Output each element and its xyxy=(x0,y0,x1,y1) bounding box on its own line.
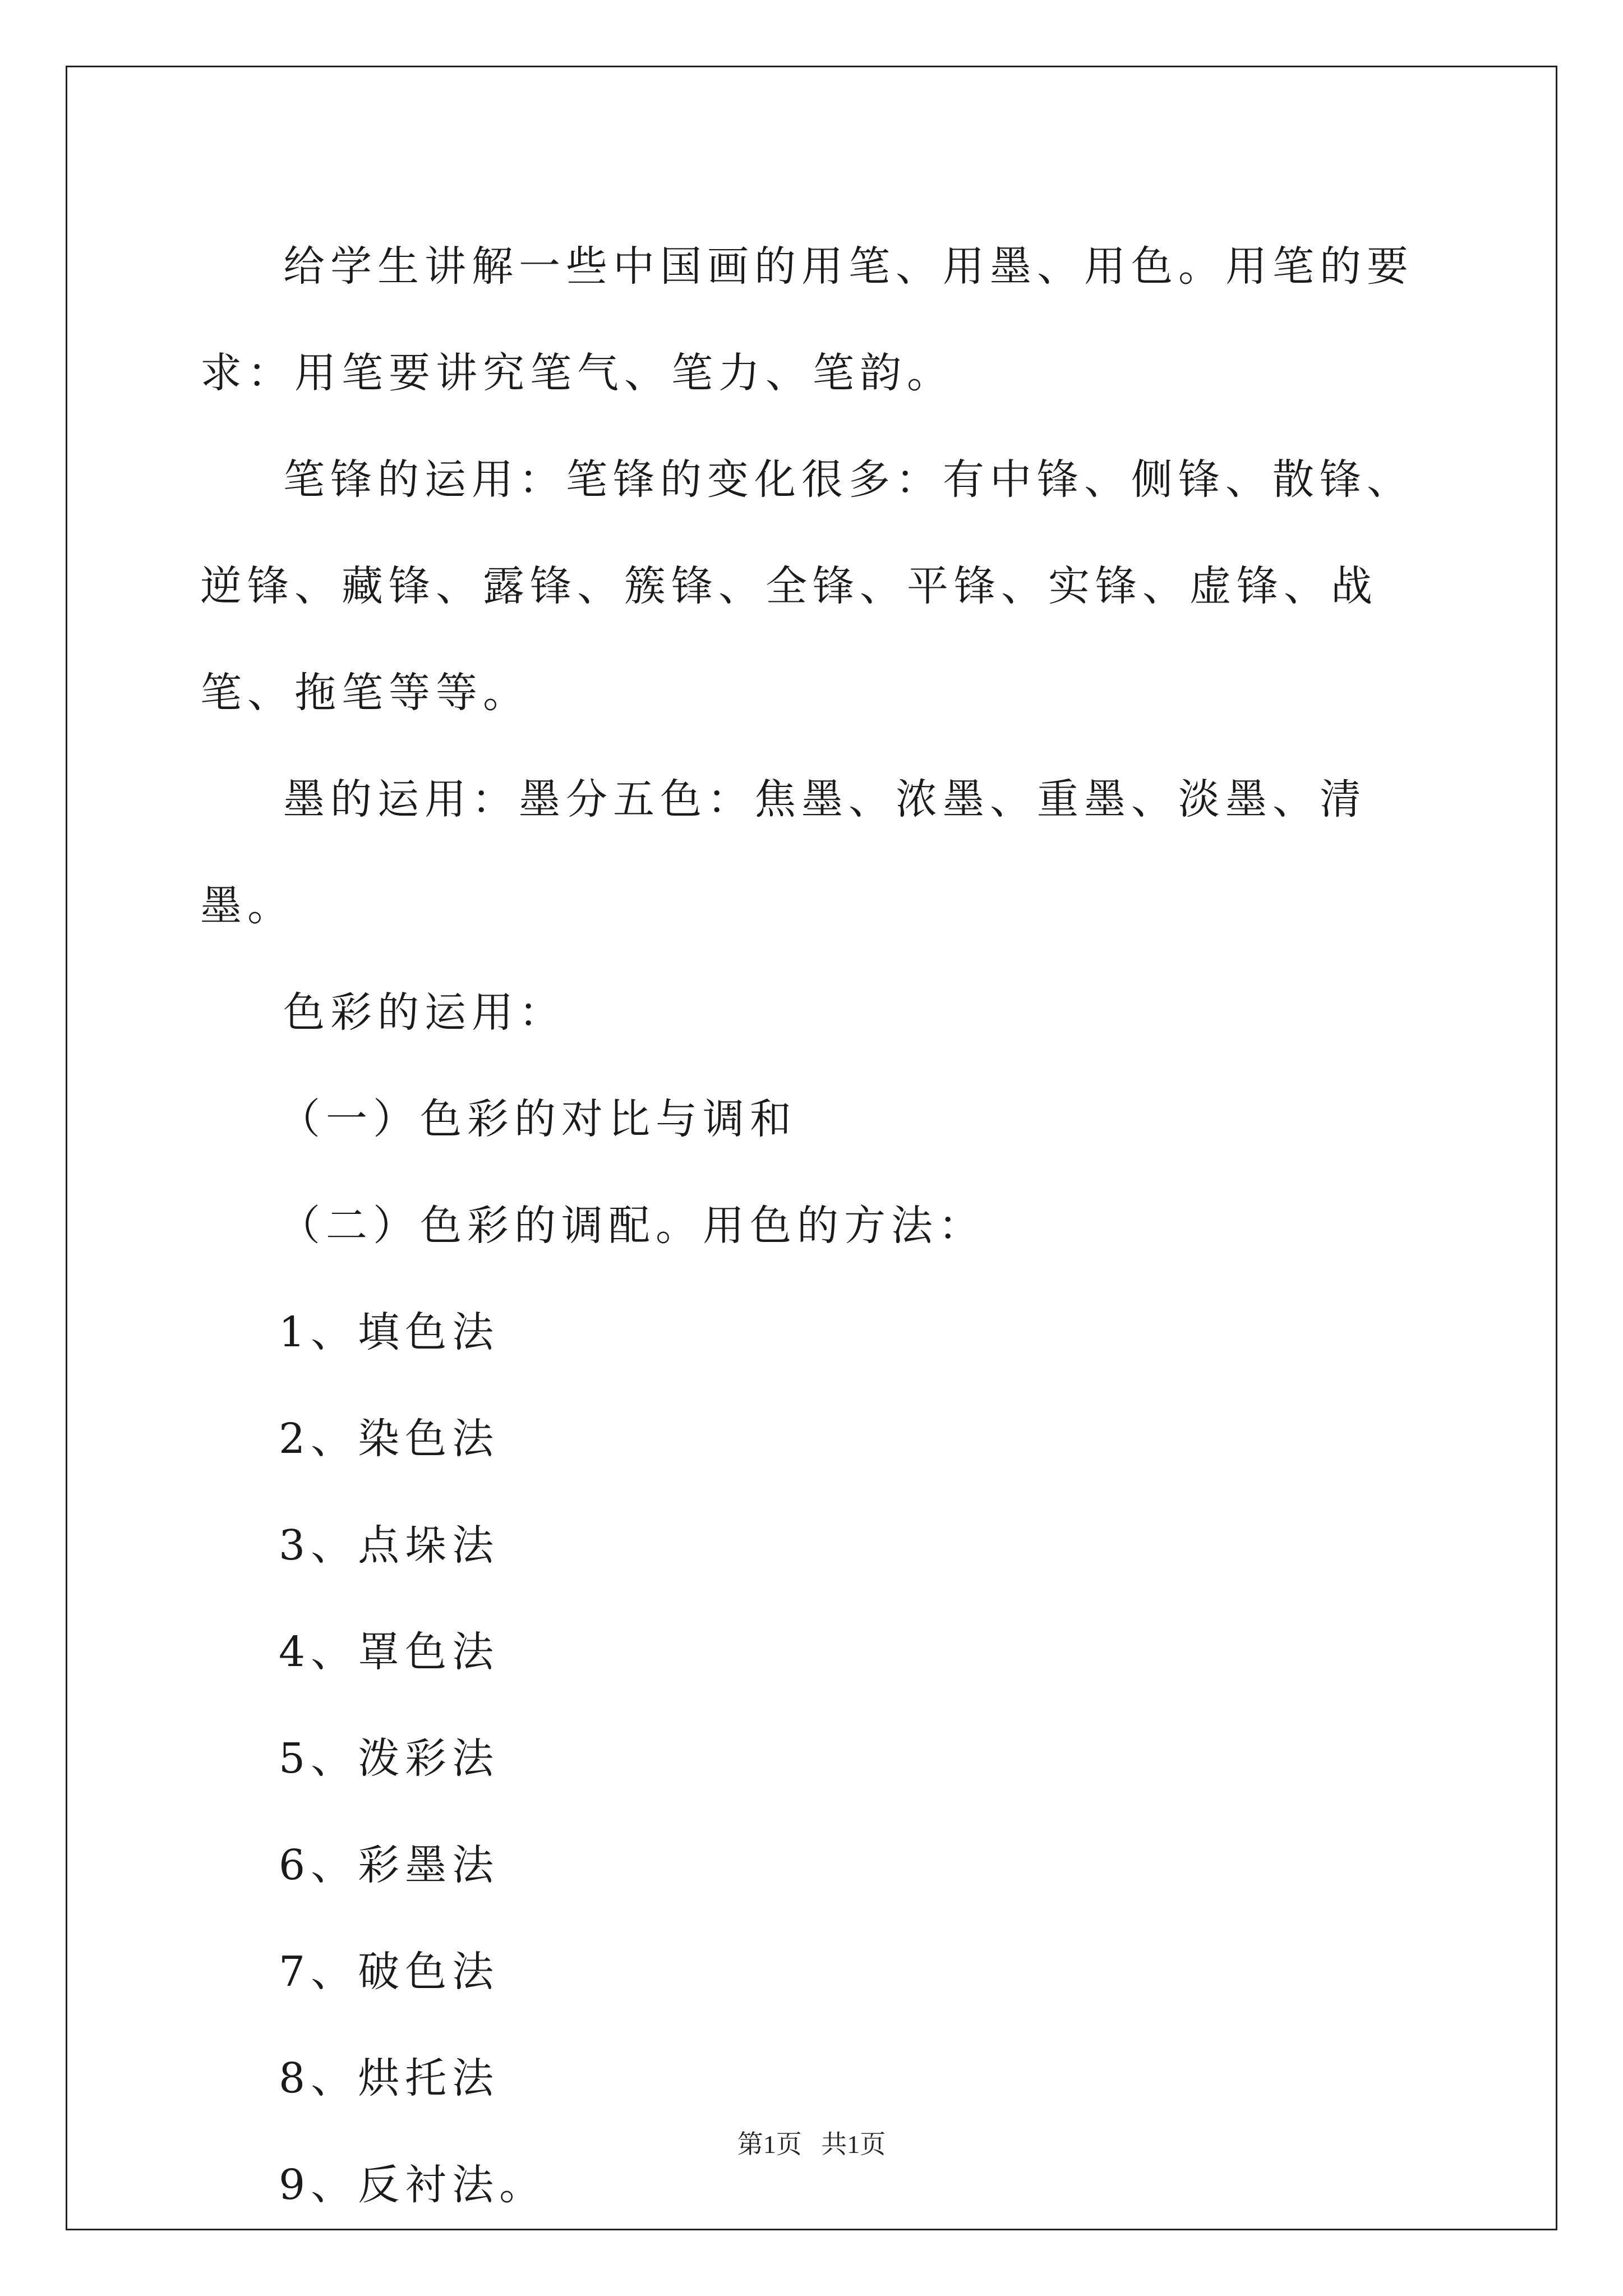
list-item: 4、罩色法 xyxy=(279,1628,500,1676)
list-item: 3、点垛法 xyxy=(279,1521,500,1570)
list-item: （一）色彩的对比与调和 xyxy=(279,1095,797,1143)
list-item: （二）色彩的调配。用色的方法： xyxy=(279,1202,985,1250)
list-item: 5、泼彩法 xyxy=(279,1734,500,1783)
page-number-footer: 第1页 共1页 xyxy=(737,2130,886,2159)
list-item: 2、染色法 xyxy=(279,1415,500,1463)
paragraph-ink-usage: 墨的运用：墨分五色：焦墨、浓墨、重墨、淡墨、清墨。 xyxy=(200,775,1367,930)
list-item: 6、彩墨法 xyxy=(279,1841,500,1889)
paragraph-color-usage: 色彩的运用： xyxy=(283,988,566,1037)
list-item: 8、烘托法 xyxy=(279,2054,500,2102)
list-item: 7、破色法 xyxy=(279,1948,500,1996)
document-body xyxy=(200,213,1434,2238)
paragraph-brush-usage: 给学生讲解一些中国画的用笔、用墨、用色。用笔的要求：用笔要讲究笔气、笔力、笔韵。 xyxy=(200,242,1414,397)
list-item: 9、反衬法。 xyxy=(279,2161,547,2209)
paragraph-brush-tip: 笔锋的运用：笔锋的变化很多：有中锋、侧锋、散锋、逆锋、藏锋、露锋、簇锋、全锋、平锋、实锋、虚锋、战笔、拖笔等等。 xyxy=(200,455,1414,717)
list-item: 1、填色法 xyxy=(279,1308,500,1356)
